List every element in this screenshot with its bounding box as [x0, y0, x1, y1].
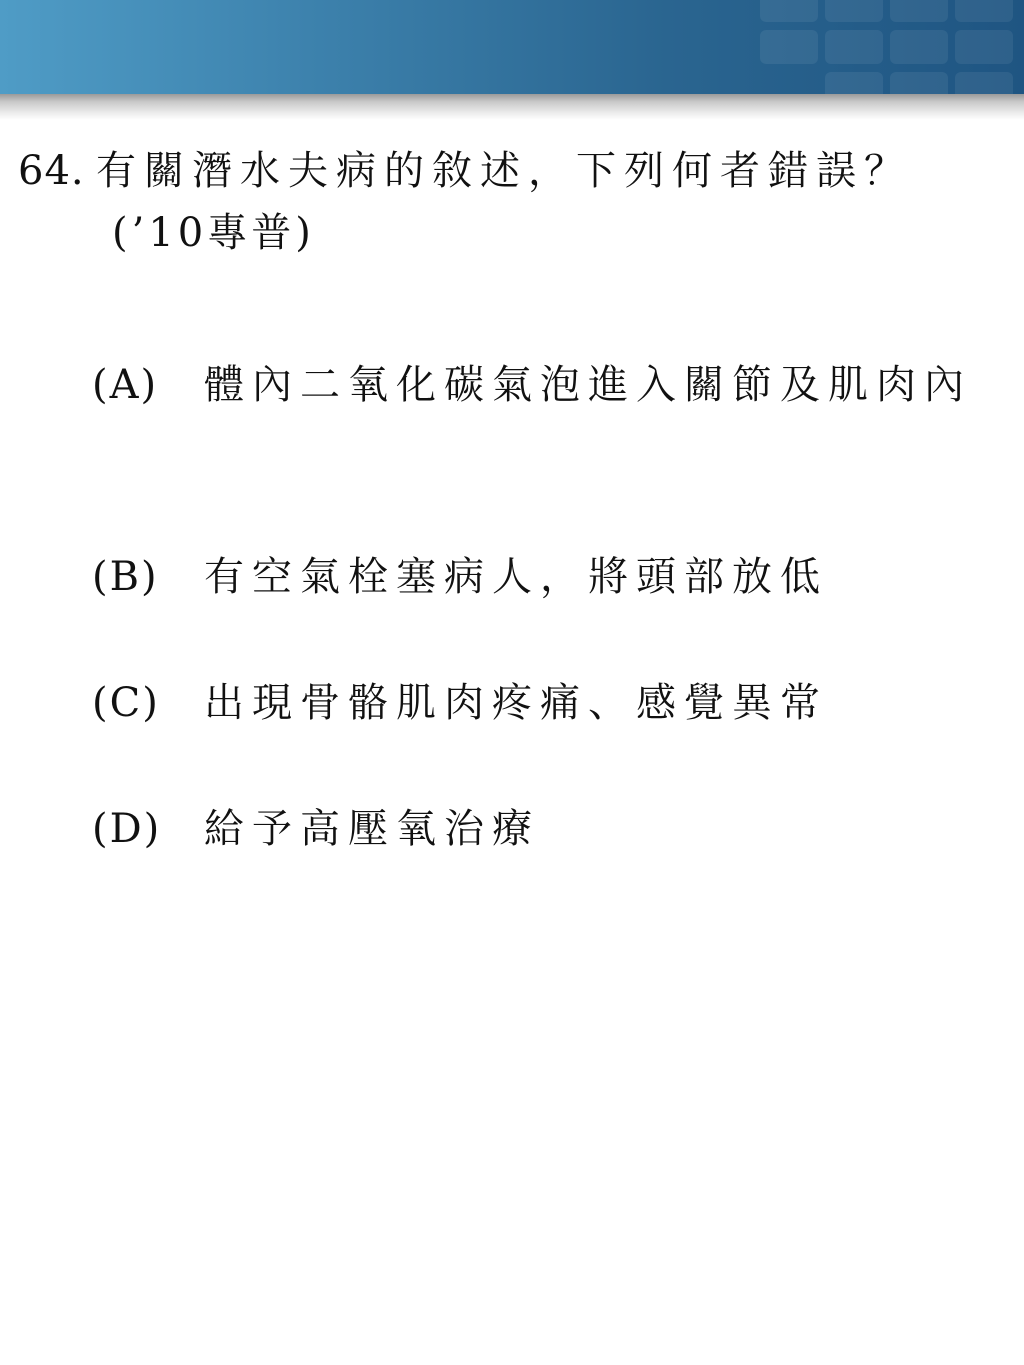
option-text: 體內二氧化碳氣泡進入關節及肌肉內 — [204, 362, 972, 408]
banner-decoration — [760, 0, 818, 22]
option-label: (A) — [92, 362, 159, 408]
banner-decoration — [825, 72, 883, 94]
banner-decoration — [825, 0, 883, 22]
banner-decoration — [890, 30, 948, 64]
option-label: (C) — [92, 680, 160, 726]
header-banner — [0, 0, 1024, 94]
option-text: 有空氣栓塞病人，將頭部放低 — [204, 554, 828, 600]
option-label: (D) — [92, 806, 162, 852]
question-text: 有關潛水夫病的敘述，下列何者錯誤？ — [96, 148, 912, 194]
question-number: 64. — [18, 148, 85, 194]
banner-shadow — [0, 94, 1024, 120]
banner-decoration — [955, 0, 1013, 22]
option-text: 給予高壓氧治療 — [204, 806, 540, 852]
question-source: (’10專普) — [112, 210, 315, 256]
banner-decoration — [955, 72, 1013, 94]
banner-decoration — [760, 30, 818, 64]
banner-decoration — [890, 0, 948, 22]
banner-decoration — [890, 72, 948, 94]
option-text: 出現骨骼肌肉疼痛、感覺異常 — [204, 680, 828, 726]
banner-decoration — [825, 30, 883, 64]
option-label: (B) — [92, 554, 159, 600]
banner-decoration — [955, 30, 1013, 64]
